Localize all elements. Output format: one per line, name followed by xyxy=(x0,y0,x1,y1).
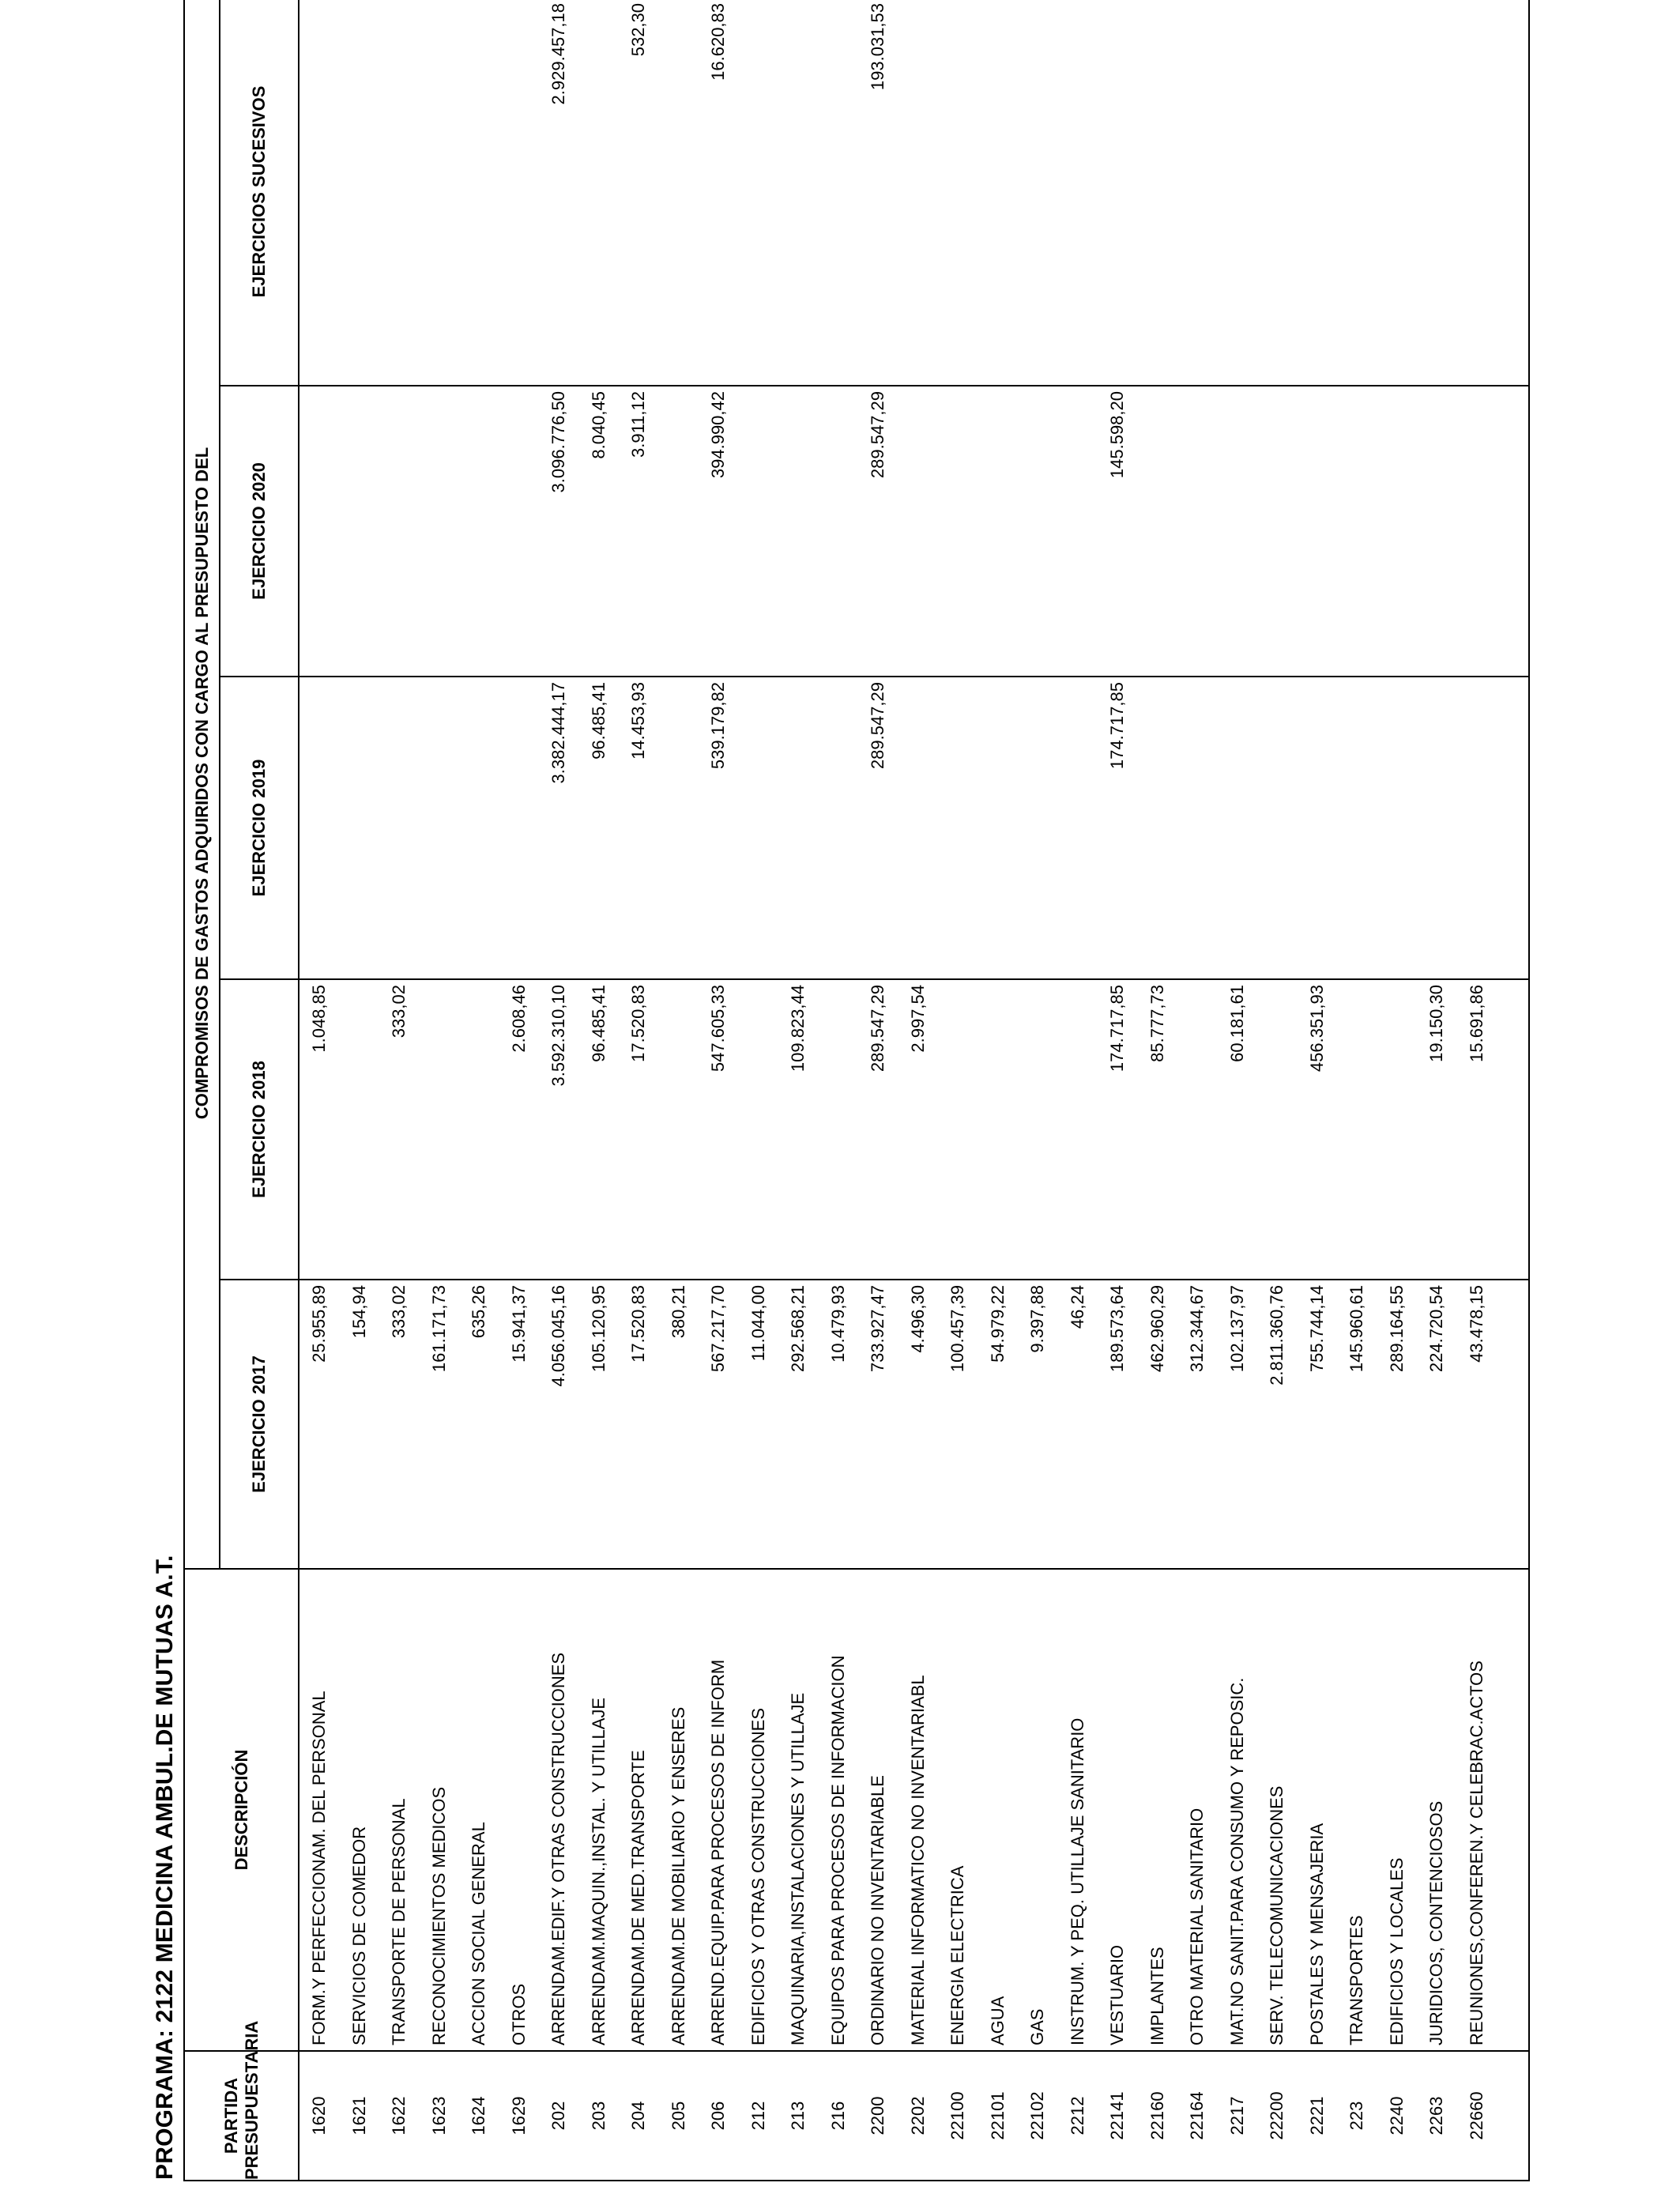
cell-ejercicios-sucesivos xyxy=(579,0,620,386)
cell-partida: 205 xyxy=(659,2051,699,2181)
cell-partida: 2263 xyxy=(1417,2051,1457,2181)
cell-ejercicio-2020 xyxy=(340,386,380,677)
budget-table xyxy=(183,0,1530,2181)
header-ejercicio-2018: EJERCICIO 2018 xyxy=(220,979,299,1280)
cell-ejercicio-2019: 96.485,41 xyxy=(579,677,620,979)
table-row xyxy=(619,0,659,2181)
cell-ejercicio-2018: 3.592.310,10 xyxy=(539,979,579,1280)
cell-partida: 212 xyxy=(739,2051,779,2181)
cell-descripcion: GAS xyxy=(1018,1569,1058,2051)
header-ejercicio-2020: EJERCICIO 2020 xyxy=(220,386,299,677)
cell-ejercicio-2018: 2.608,46 xyxy=(499,979,540,1280)
cell-ejercicio-2020 xyxy=(898,386,939,677)
cell-ejercicio-2018: 289.547,29 xyxy=(858,979,898,1280)
cell-ejercicio-2018 xyxy=(1337,979,1377,1280)
cell-ejercicio-2017: 161.171,73 xyxy=(420,1280,460,1569)
cell-ejercicio-2020: 145.598,20 xyxy=(1098,386,1138,677)
cell-partida: 22164 xyxy=(1177,2051,1218,2181)
cell-ejercicios-sucesivos xyxy=(898,0,939,386)
cell-partida: 223 xyxy=(1337,2051,1377,2181)
cell-descripcion: TRANSPORTES xyxy=(1337,1569,1377,2051)
cell-ejercicio-2018: 19.150,30 xyxy=(1417,979,1457,1280)
empty-cell xyxy=(1497,2051,1529,2181)
table-row xyxy=(978,0,1019,2181)
empty-cell xyxy=(1497,677,1529,979)
cell-ejercicios-sucesivos: 2.929.457,18 xyxy=(539,0,579,386)
cell-ejercicios-sucesivos xyxy=(1177,0,1218,386)
cell-ejercicio-2018 xyxy=(1257,979,1298,1280)
cell-descripcion: EQUIPOS PARA PROCESOS DE INFORMACION xyxy=(819,1569,859,2051)
header-group-compromisos: COMPROMISOS DE GASTOS ADQUIRIDOS CON CARGO AL PRESUPUESTO DEL xyxy=(184,0,220,1569)
cell-ejercicio-2019 xyxy=(938,677,978,979)
cell-ejercicio-2019 xyxy=(340,677,380,979)
cell-partida: 2240 xyxy=(1377,2051,1418,2181)
page-title: PROGRAMA: 2122 MEDICINA AMBUL.DE MUTUAS A.T. xyxy=(152,1555,178,2180)
cell-ejercicios-sucesivos xyxy=(1337,0,1377,386)
cell-ejercicio-2019 xyxy=(739,677,779,979)
cell-ejercicio-2019: 289.547,29 xyxy=(858,677,898,979)
cell-ejercicio-2020 xyxy=(459,386,499,677)
empty-cell xyxy=(1497,386,1529,677)
cell-ejercicio-2018: 109.823,44 xyxy=(778,979,819,1280)
cell-partida: 216 xyxy=(819,2051,859,2181)
cell-partida: 206 xyxy=(699,2051,739,2181)
cell-ejercicio-2018 xyxy=(1377,979,1418,1280)
cell-ejercicio-2019 xyxy=(978,677,1019,979)
table-row xyxy=(819,0,859,2181)
cell-ejercicio-2018: 2.997,54 xyxy=(898,979,939,1280)
table-row xyxy=(1257,0,1298,2181)
cell-ejercicio-2017: 102.137,97 xyxy=(1218,1280,1258,1569)
cell-ejercicios-sucesivos xyxy=(1138,0,1178,386)
cell-ejercicio-2020 xyxy=(1457,386,1497,677)
cell-ejercicios-sucesivos xyxy=(1098,0,1138,386)
cell-descripcion: IMPLANTES xyxy=(1138,1569,1178,2051)
cell-ejercicio-2019: 174.717,85 xyxy=(1098,677,1138,979)
cell-ejercicios-sucesivos xyxy=(739,0,779,386)
cell-partida: 22102 xyxy=(1018,2051,1058,2181)
cell-descripcion: AGUA xyxy=(978,1569,1019,2051)
cell-ejercicios-sucesivos: 16.620,83 xyxy=(699,0,739,386)
cell-ejercicios-sucesivos xyxy=(1417,0,1457,386)
table-row xyxy=(1177,0,1218,2181)
cell-ejercicio-2017: 154,94 xyxy=(340,1280,380,1569)
cell-ejercicio-2018: 1.048,85 xyxy=(299,979,340,1280)
cell-ejercicios-sucesivos xyxy=(1218,0,1258,386)
cell-ejercicio-2020: 8.040,45 xyxy=(579,386,620,677)
cell-ejercicio-2017: 733.927,47 xyxy=(858,1280,898,1569)
cell-descripcion: ENERGIA ELECTRICA xyxy=(938,1569,978,2051)
cell-descripcion: MAT.NO SANIT.PARA CONSUMO Y REPOSIC. xyxy=(1218,1569,1258,2051)
cell-ejercicio-2020 xyxy=(1257,386,1298,677)
cell-ejercicio-2017: 9.397,88 xyxy=(1018,1280,1058,1569)
cell-partida: 1629 xyxy=(499,2051,540,2181)
cell-ejercicio-2019 xyxy=(898,677,939,979)
cell-ejercicio-2019 xyxy=(459,677,499,979)
cell-descripcion: ARREND.EQUIP.PARA PROCESOS DE INFORM xyxy=(699,1569,739,2051)
cell-partida: 2200 xyxy=(858,2051,898,2181)
table-row xyxy=(858,0,898,2181)
table-row xyxy=(579,0,620,2181)
cell-ejercicio-2020 xyxy=(659,386,699,677)
cell-ejercicio-2019 xyxy=(1377,677,1418,979)
table-body xyxy=(299,0,1529,2181)
cell-ejercicios-sucesivos xyxy=(1257,0,1298,386)
cell-partida: 22160 xyxy=(1138,2051,1178,2181)
table-row xyxy=(938,0,978,2181)
cell-descripcion: FORM.Y PERFECCIONAM. DEL PERSONAL xyxy=(299,1569,340,2051)
cell-ejercicios-sucesivos: 193.031,53 xyxy=(858,0,898,386)
cell-descripcion: OTRO MATERIAL SANITARIO xyxy=(1177,1569,1218,2051)
cell-ejercicios-sucesivos xyxy=(459,0,499,386)
cell-ejercicio-2020 xyxy=(978,386,1019,677)
cell-ejercicio-2019 xyxy=(1298,677,1338,979)
cell-ejercicio-2017: 289.164,55 xyxy=(1377,1280,1418,1569)
cell-ejercicio-2018: 15.691,86 xyxy=(1457,979,1497,1280)
cell-ejercicio-2020: 3.096.776,50 xyxy=(539,386,579,677)
table-row xyxy=(1457,0,1497,2181)
cell-descripcion: EDIFICIOS Y OTRAS CONSTRUCCIONES xyxy=(739,1569,779,2051)
cell-ejercicio-2018 xyxy=(459,979,499,1280)
cell-ejercicios-sucesivos xyxy=(299,0,340,386)
empty-cell xyxy=(1497,0,1529,386)
cell-ejercicio-2019 xyxy=(299,677,340,979)
cell-partida: 2212 xyxy=(1058,2051,1098,2181)
cell-ejercicio-2017: 380,21 xyxy=(659,1280,699,1569)
cell-ejercicios-sucesivos xyxy=(1298,0,1338,386)
cell-partida: 2217 xyxy=(1218,2051,1258,2181)
cell-ejercicio-2017: 46,24 xyxy=(1058,1280,1098,1569)
table-row xyxy=(1018,0,1058,2181)
cell-descripcion: MAQUINARIA,INSTALACIONES Y UTILLAJE xyxy=(778,1569,819,2051)
cell-ejercicio-2017: 333,02 xyxy=(379,1280,420,1569)
cell-descripcion: ARRENDAM.DE MOBILIARIO Y ENSERES xyxy=(659,1569,699,2051)
cell-descripcion: OTROS xyxy=(499,1569,540,2051)
cell-ejercicios-sucesivos xyxy=(499,0,540,386)
cell-ejercicio-2019 xyxy=(1417,677,1457,979)
cell-ejercicio-2018 xyxy=(978,979,1019,1280)
cell-ejercicio-2020 xyxy=(1058,386,1098,677)
cell-ejercicio-2017: 4.496,30 xyxy=(898,1280,939,1569)
cell-ejercicios-sucesivos xyxy=(379,0,420,386)
cell-ejercicios-sucesivos xyxy=(1377,0,1418,386)
table-row xyxy=(898,0,939,2181)
cell-ejercicio-2020 xyxy=(1298,386,1338,677)
cell-ejercicio-2017: 189.573,64 xyxy=(1098,1280,1138,1569)
cell-ejercicios-sucesivos xyxy=(340,0,380,386)
cell-descripcion: TRANSPORTE DE PERSONAL xyxy=(379,1569,420,2051)
cell-partida: 22660 xyxy=(1457,2051,1497,2181)
cell-ejercicio-2017: 145.960,61 xyxy=(1337,1280,1377,1569)
cell-partida: 1623 xyxy=(420,2051,460,2181)
cell-ejercicio-2018: 547.605,33 xyxy=(699,979,739,1280)
cell-ejercicio-2020 xyxy=(938,386,978,677)
cell-ejercicio-2019 xyxy=(1218,677,1258,979)
cell-partida: 203 xyxy=(579,2051,620,2181)
cell-ejercicio-2020: 289.547,29 xyxy=(858,386,898,677)
header-ejercicio-2017: EJERCICIO 2017 xyxy=(220,1280,299,1569)
cell-ejercicio-2020 xyxy=(1417,386,1457,677)
cell-descripcion: SERV. TELECOMUNICACIONES xyxy=(1257,1569,1298,2051)
cell-ejercicio-2017: 11.044,00 xyxy=(739,1280,779,1569)
cell-ejercicio-2017: 224.720,54 xyxy=(1417,1280,1457,1569)
cell-ejercicio-2018: 456.351,93 xyxy=(1298,979,1338,1280)
cell-ejercicio-2019 xyxy=(1058,677,1098,979)
cell-ejercicio-2020 xyxy=(739,386,779,677)
cell-descripcion: JURIDICOS, CONTENCIOSOS xyxy=(1417,1569,1457,2051)
cell-ejercicios-sucesivos: 532,30 xyxy=(619,0,659,386)
cell-ejercicio-2018: 96.485,41 xyxy=(579,979,620,1280)
table-row xyxy=(459,0,499,2181)
cell-ejercicio-2018 xyxy=(739,979,779,1280)
cell-partida: 22101 xyxy=(978,2051,1019,2181)
cell-ejercicios-sucesivos xyxy=(1058,0,1098,386)
table-row xyxy=(699,0,739,2181)
table-row xyxy=(1337,0,1377,2181)
table-filler-row xyxy=(1497,0,1529,2181)
table-row xyxy=(499,0,540,2181)
cell-partida: 22200 xyxy=(1257,2051,1298,2181)
header-ejercicio-2019: EJERCICIO 2019 xyxy=(220,677,299,979)
cell-ejercicio-2019 xyxy=(499,677,540,979)
cell-ejercicio-2020 xyxy=(1218,386,1258,677)
cell-ejercicio-2019 xyxy=(1337,677,1377,979)
cell-descripcion: ARRENDAM.EDIF.Y OTRAS CONSTRUCCIONES xyxy=(539,1569,579,2051)
table-row xyxy=(379,0,420,2181)
cell-ejercicio-2020 xyxy=(1018,386,1058,677)
cell-ejercicio-2020 xyxy=(778,386,819,677)
cell-ejercicio-2020 xyxy=(1177,386,1218,677)
cell-ejercicio-2018 xyxy=(1177,979,1218,1280)
cell-ejercicio-2020 xyxy=(1337,386,1377,677)
cell-ejercicio-2017: 4.056.045,16 xyxy=(539,1280,579,1569)
cell-descripcion: ORDINARIO NO INVENTARIABLE xyxy=(858,1569,898,2051)
table-row xyxy=(778,0,819,2181)
cell-ejercicios-sucesivos xyxy=(778,0,819,386)
cell-ejercicio-2020: 3.911,12 xyxy=(619,386,659,677)
cell-ejercicio-2017: 105.120,95 xyxy=(579,1280,620,1569)
cell-ejercicio-2020 xyxy=(819,386,859,677)
cell-ejercicio-2018 xyxy=(420,979,460,1280)
cell-ejercicios-sucesivos xyxy=(978,0,1019,386)
cell-partida: 204 xyxy=(619,2051,659,2181)
empty-cell xyxy=(1497,1569,1529,2051)
cell-descripcion: ACCION SOCIAL GENERAL xyxy=(459,1569,499,2051)
cell-ejercicio-2017: 17.520,83 xyxy=(619,1280,659,1569)
cell-ejercicios-sucesivos xyxy=(938,0,978,386)
cell-descripcion: ARRENDAM.DE MED.TRANSPORTE xyxy=(619,1569,659,2051)
cell-ejercicio-2017: 10.479,93 xyxy=(819,1280,859,1569)
table-row xyxy=(659,0,699,2181)
cell-ejercicio-2019 xyxy=(420,677,460,979)
header-descripcion: DESCRIPCIÓN xyxy=(184,1569,299,2051)
cell-ejercicios-sucesivos xyxy=(1018,0,1058,386)
budget-table-wrapper xyxy=(183,0,1562,2181)
cell-ejercicio-2017: 312.344,67 xyxy=(1177,1280,1218,1569)
cell-ejercicio-2020 xyxy=(379,386,420,677)
cell-ejercicio-2020 xyxy=(1138,386,1178,677)
cell-ejercicio-2017: 567.217,70 xyxy=(699,1280,739,1569)
cell-ejercicio-2019 xyxy=(1177,677,1218,979)
cell-ejercicio-2019 xyxy=(1457,677,1497,979)
cell-ejercicios-sucesivos xyxy=(819,0,859,386)
empty-cell xyxy=(1497,1280,1529,1569)
cell-ejercicio-2018 xyxy=(659,979,699,1280)
cell-ejercicio-2017: 462.960,29 xyxy=(1138,1280,1178,1569)
cell-ejercicio-2018: 333,02 xyxy=(379,979,420,1280)
cell-ejercicio-2019 xyxy=(778,677,819,979)
cell-descripcion: RECONOCIMIENTOS MEDICOS xyxy=(420,1569,460,2051)
cell-ejercicio-2017: 54.979,22 xyxy=(978,1280,1019,1569)
table-row xyxy=(299,0,340,2181)
table-row xyxy=(539,0,579,2181)
header-partida-line1: PARTIDA xyxy=(220,2077,241,2154)
cell-ejercicio-2020 xyxy=(420,386,460,677)
header-ejercicios-sucesivos: EJERCICIOS SUCESIVOS xyxy=(220,0,299,386)
cell-ejercicio-2019: 3.382.444,17 xyxy=(539,677,579,979)
cell-ejercicio-2018: 60.181,61 xyxy=(1218,979,1258,1280)
cell-ejercicio-2019 xyxy=(1257,677,1298,979)
cell-ejercicios-sucesivos xyxy=(659,0,699,386)
cell-partida: 1621 xyxy=(340,2051,380,2181)
table-row xyxy=(1138,0,1178,2181)
cell-ejercicio-2019: 14.453,93 xyxy=(619,677,659,979)
cell-ejercicio-2017: 292.568,21 xyxy=(778,1280,819,1569)
cell-ejercicio-2020 xyxy=(299,386,340,677)
cell-descripcion: EDIFICIOS Y LOCALES xyxy=(1377,1569,1418,2051)
cell-partida: 1622 xyxy=(379,2051,420,2181)
cell-descripcion: MATERIAL INFORMATICO NO INVENTARIABL xyxy=(898,1569,939,2051)
cell-descripcion: POSTALES Y MENSAJERIA xyxy=(1298,1569,1338,2051)
header-partida-line2: PRESUPUESTARIA xyxy=(241,2020,262,2180)
cell-ejercicio-2020: 394.990,42 xyxy=(699,386,739,677)
cell-partida: 2221 xyxy=(1298,2051,1338,2181)
cell-descripcion: REUNIONES,CONFEREN.Y CELEBRAC.ACTOS xyxy=(1457,1569,1497,2051)
cell-ejercicio-2017: 43.478,15 xyxy=(1457,1280,1497,1569)
table-row xyxy=(1058,0,1098,2181)
cell-partida: 213 xyxy=(778,2051,819,2181)
cell-ejercicio-2019 xyxy=(1138,677,1178,979)
cell-partida: 1620 xyxy=(299,2051,340,2181)
cell-ejercicio-2018 xyxy=(1018,979,1058,1280)
table-row xyxy=(1377,0,1418,2181)
cell-ejercicio-2018: 85.777,73 xyxy=(1138,979,1178,1280)
cell-partida: 1624 xyxy=(459,2051,499,2181)
cell-ejercicio-2018 xyxy=(340,979,380,1280)
cell-ejercicio-2017: 635,26 xyxy=(459,1280,499,1569)
cell-ejercicio-2017: 755.744,14 xyxy=(1298,1280,1338,1569)
cell-ejercicio-2017: 100.457,39 xyxy=(938,1280,978,1569)
cell-ejercicio-2019 xyxy=(1018,677,1058,979)
cell-partida: 22141 xyxy=(1098,2051,1138,2181)
cell-ejercicio-2019: 539.179,82 xyxy=(699,677,739,979)
table-row xyxy=(1218,0,1258,2181)
cell-ejercicios-sucesivos xyxy=(420,0,460,386)
cell-ejercicio-2018: 17.520,83 xyxy=(619,979,659,1280)
cell-ejercicio-2019 xyxy=(819,677,859,979)
table-row xyxy=(739,0,779,2181)
cell-ejercicio-2017: 2.811.360,76 xyxy=(1257,1280,1298,1569)
cell-descripcion: VESTUARIO xyxy=(1098,1569,1138,2051)
cell-ejercicio-2020 xyxy=(1377,386,1418,677)
header-partida xyxy=(184,2020,299,2181)
cell-ejercicio-2019 xyxy=(379,677,420,979)
empty-cell xyxy=(1497,979,1529,1280)
table-row xyxy=(1298,0,1338,2181)
cell-ejercicio-2018 xyxy=(819,979,859,1280)
table-row xyxy=(1417,0,1457,2181)
cell-ejercicio-2018 xyxy=(1058,979,1098,1280)
cell-ejercicio-2020 xyxy=(499,386,540,677)
table-row xyxy=(340,0,380,2181)
cell-partida: 202 xyxy=(539,2051,579,2181)
cell-ejercicio-2017: 25.955,89 xyxy=(299,1280,340,1569)
cell-partida: 2202 xyxy=(898,2051,939,2181)
table-row xyxy=(1098,0,1138,2181)
cell-ejercicio-2019 xyxy=(659,677,699,979)
cell-partida: 22100 xyxy=(938,2051,978,2181)
cell-ejercicio-2017: 15.941,37 xyxy=(499,1280,540,1569)
cell-descripcion: INSTRUM. Y PEQ. UTILLAJE SANITARIO xyxy=(1058,1569,1098,2051)
table-row xyxy=(420,0,460,2181)
cell-ejercicio-2018: 174.717,85 xyxy=(1098,979,1138,1280)
cell-ejercicios-sucesivos xyxy=(1457,0,1497,386)
cell-descripcion: SERVICIOS DE COMEDOR xyxy=(340,1569,380,2051)
cell-ejercicio-2018 xyxy=(938,979,978,1280)
cell-descripcion: ARRENDAM.MAQUIN.,INSTAL. Y UTILLAJE xyxy=(579,1569,620,2051)
